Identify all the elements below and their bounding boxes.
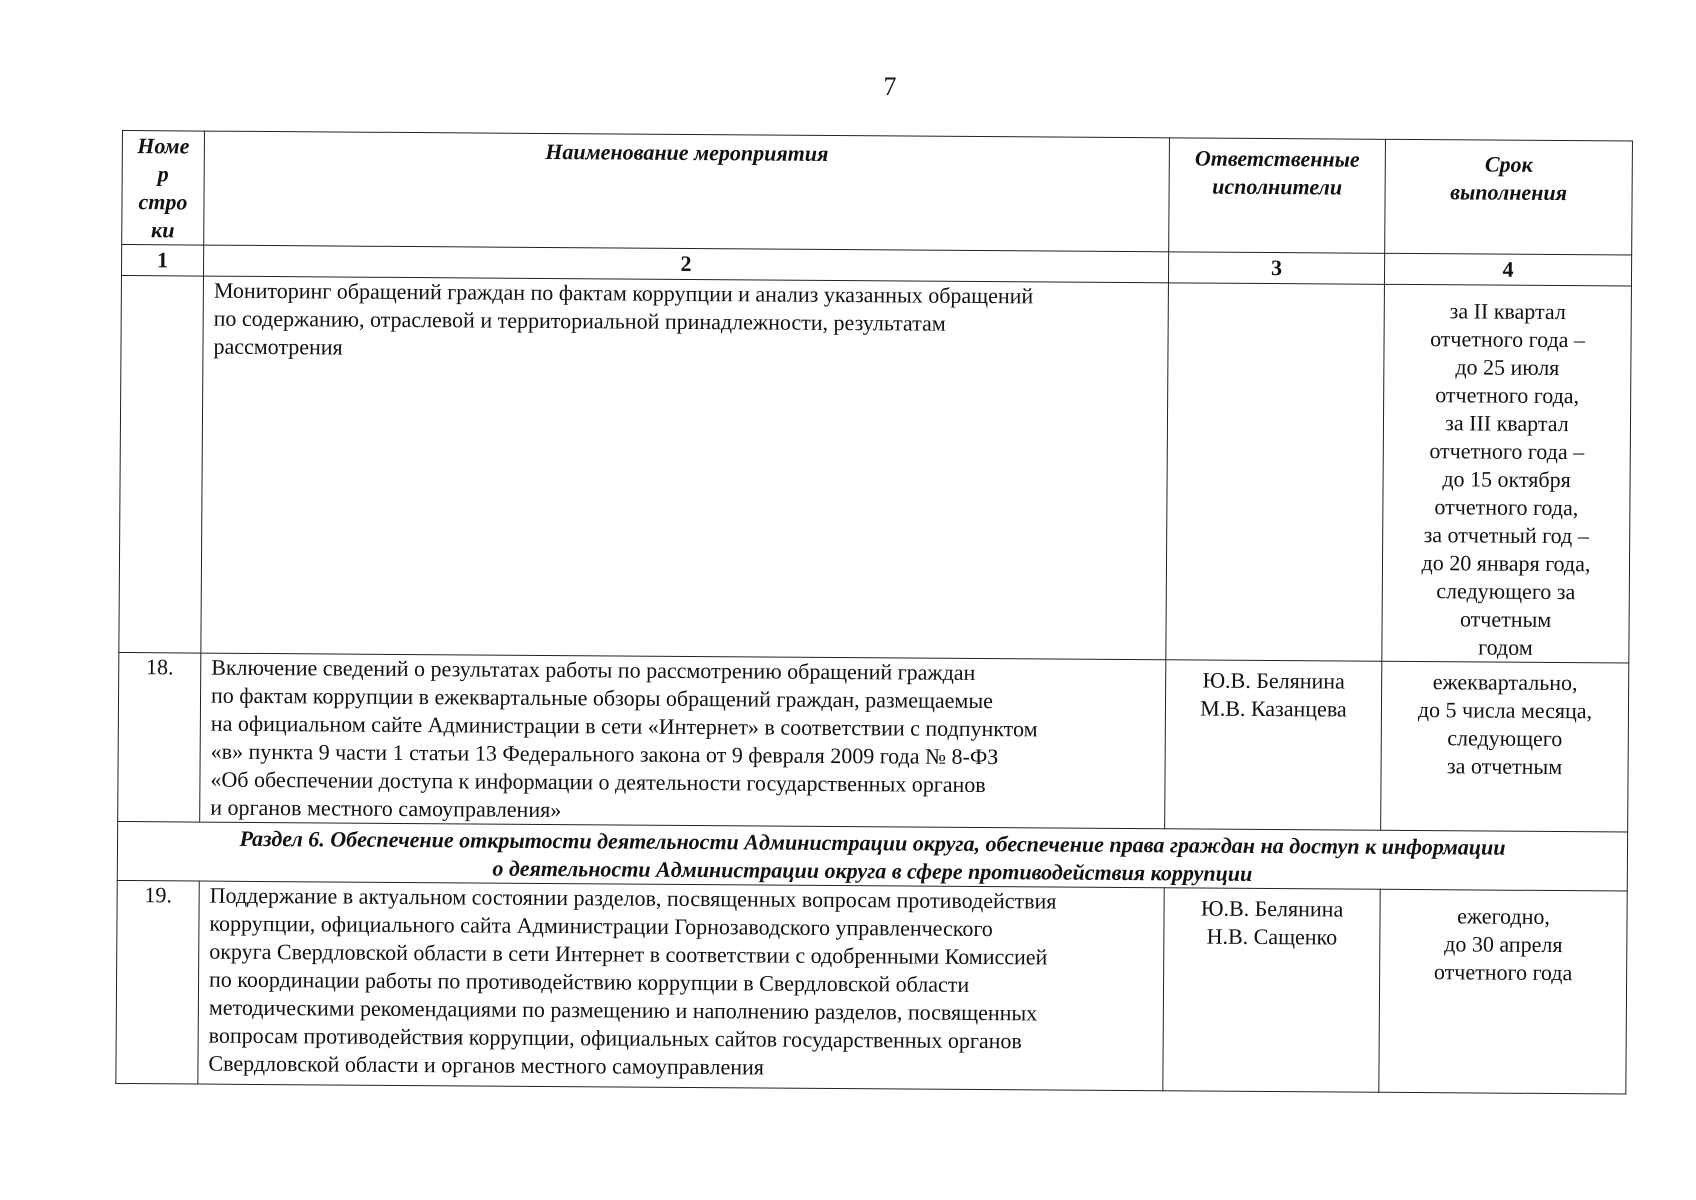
document-sheet	[115, 130, 1632, 1095]
text-line: о деятельности Администрации округа в сфере противодействия коррупции	[492, 855, 1253, 886]
text-line: за III квартал	[1445, 410, 1569, 437]
table-row	[119, 275, 1632, 663]
header-term-line: Срок	[1484, 151, 1533, 177]
text-line: «Об обеспечении доступа к информации о деятельности государственных органов	[210, 766, 986, 798]
term-cell	[1381, 661, 1629, 832]
section-heading-row	[117, 821, 1627, 891]
header-term	[1385, 139, 1633, 255]
text-line: отчетного года –	[1429, 438, 1585, 465]
column-number: 3	[1168, 252, 1384, 285]
text-line: Поддержание в актуальном состоянии разделов, посвященных вопросам противодействия	[209, 882, 1057, 914]
responsible-cell	[1165, 660, 1382, 831]
term-cell	[1379, 889, 1627, 1094]
text-line: до 20 января года,	[1421, 550, 1591, 577]
row-number	[119, 275, 204, 653]
text-line: коррупции, официального сайта Администрации Горнозаводского управленческого	[209, 910, 993, 942]
column-number: 1	[121, 245, 203, 277]
table-row	[118, 652, 1629, 832]
text-line: и органов местного самоуправления»	[210, 794, 562, 823]
text-line: по содержанию, отраслевой и территориальной принадлежности, результатам	[213, 305, 946, 336]
text-line: рассмотрения	[213, 333, 343, 360]
text-line: округа Свердловской области в сети Интернет в соответствии с одобренными Комиссией	[209, 938, 1048, 970]
responsible-cell	[1166, 283, 1385, 661]
text-line: отчетного года,	[1435, 382, 1580, 409]
text-line: Мониторинг обращений граждан по фактам коррупции и анализ указанных обращений	[213, 277, 1034, 309]
header-term-line: выполнения	[1450, 179, 1568, 206]
text-line: отчетного года –	[1430, 326, 1586, 353]
text-line: М.В. Казанцева	[1200, 695, 1347, 722]
header-number-line: Номе	[137, 133, 190, 159]
text-line: за II квартал	[1449, 298, 1566, 325]
text-line: до 15 октября	[1442, 466, 1571, 493]
text-line: вопросам противодействия коррупции, официальных сайтов государственных органов	[208, 1022, 1022, 1054]
text-line: Раздел 6. Обеспечение открытости деятельности Администрации округа, обеспечение права граждан на доступ к информации	[239, 825, 1506, 860]
header-responsible-line: Ответственные	[1194, 145, 1360, 172]
text-line: годом	[1478, 634, 1533, 660]
section-heading	[117, 821, 1627, 891]
activity-name	[200, 653, 1166, 829]
column-number: 4	[1384, 253, 1631, 286]
text-line: отчетным	[1459, 606, 1552, 632]
header-activity-name: Наименование мероприятия	[204, 131, 1170, 252]
row-number: 19.	[116, 880, 199, 1084]
header-responsible-line: исполнители	[1212, 173, 1343, 200]
header-row-number	[122, 131, 205, 246]
text-line: по фактам коррупции в ежеквартальные обзоры обращений граждан, размещаемые	[210, 682, 994, 714]
activity-name	[201, 276, 1169, 660]
term-cell	[1382, 284, 1632, 663]
table-header-row	[122, 131, 1633, 256]
text-line: по координации работы по противодействию коррупции в Свердловской области	[208, 966, 970, 997]
text-line: методическими рекомендациями по размещению и наполнению разделов, посвященных	[208, 994, 1038, 1026]
text-line: отчетного года,	[1434, 494, 1579, 521]
text-line: до 25 июля	[1455, 354, 1560, 381]
text-line: Ю.В. Белянина	[1202, 667, 1345, 694]
text-line: следующего	[1447, 725, 1563, 752]
text-line: Свердловской области и органов местного самоуправления	[208, 1050, 765, 1080]
text-line: следующего за	[1436, 578, 1576, 605]
header-number-line: р	[157, 161, 169, 187]
text-line: ежеквартально,	[1432, 669, 1578, 696]
table-row	[116, 880, 1627, 1094]
page-number: 7	[883, 72, 897, 101]
text-line: на официальном сайте Администрации в сети «Интернет» в соответствии с подпунктом	[210, 710, 1038, 742]
text-line: до 5 числа месяца,	[1417, 697, 1593, 724]
text-line: за отчетным	[1446, 753, 1563, 780]
header-responsible	[1169, 138, 1386, 254]
text-line: до 30 апреля	[1444, 931, 1563, 958]
text-line: ежегодно,	[1457, 903, 1551, 929]
text-line: Н.В. Сащенко	[1206, 923, 1338, 950]
text-line: Ю.В. Белянина	[1200, 895, 1344, 922]
row-number: 18.	[118, 652, 201, 822]
text-line: за отчетный год –	[1423, 522, 1589, 549]
header-number-line: стро	[138, 189, 188, 215]
header-number-line: ки	[151, 217, 175, 243]
column-number: 2	[203, 245, 1168, 283]
action-plan-table	[115, 130, 1633, 1095]
responsible-cell	[1163, 888, 1380, 1093]
activity-name	[198, 881, 1164, 1091]
text-line: «в» пункта 9 части 1 статьи 13 Федерального закона от 9 февраля 2009 года № 8-ФЗ	[210, 738, 999, 770]
text-line: отчетного года	[1433, 959, 1573, 986]
text-line: Включение сведений о результатах работы по рассмотрению обращений граждан	[211, 654, 976, 685]
